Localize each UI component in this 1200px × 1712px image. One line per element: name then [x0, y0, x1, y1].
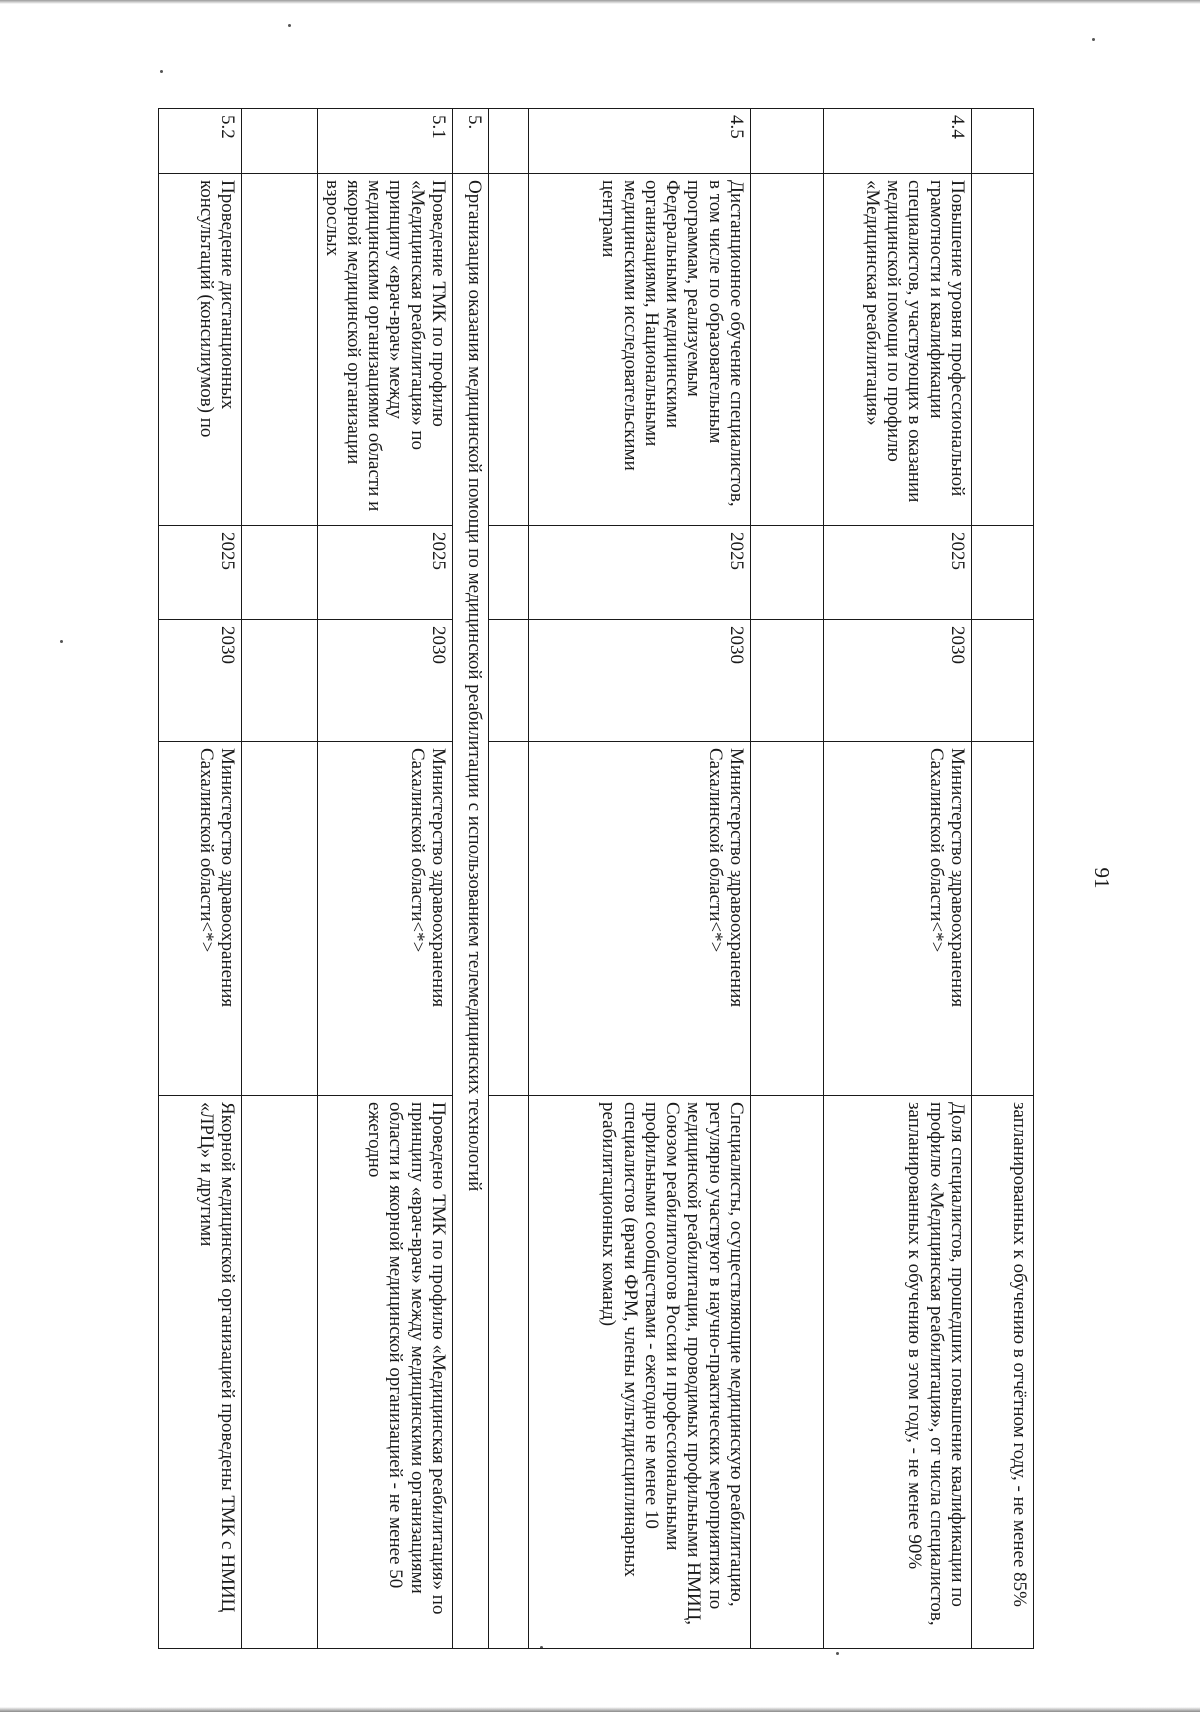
scan-speck [160, 70, 163, 73]
table-row [489, 109, 529, 1649]
cell-result [242, 1096, 318, 1649]
scan-edge-top [0, 0, 1200, 4]
cell-end [972, 620, 1034, 742]
cell-responsible: Министерство здравоохранения Сахалинской области<*> [318, 742, 453, 1096]
cell-start: 2025 [318, 526, 453, 620]
cell-result: Специалисты, осуществляющие медицинскую реабилитацию, регулярно участвуют в научно-практических мероприятиях по медицинской реабилитации, проводимых профильными НМИЦ, Союзом реабилитологов России и профессиональными профильными сообществами - ежегодно не менее 10 специалистов (врачи ФРМ, члены мультидисциплинарных реабилитационных команд) [529, 1096, 751, 1649]
cell-num: 5.2 [159, 109, 242, 174]
cell-num: 4.4 [824, 109, 972, 174]
cell-measure: Проведение дистанционных консультаций (консилиумов) по [159, 174, 242, 526]
cell-responsible [751, 742, 824, 1096]
scan-speck [1092, 38, 1095, 41]
cell-start [972, 526, 1034, 620]
table-row [242, 109, 318, 1649]
table-row [529, 109, 751, 1649]
cell-measure [751, 174, 824, 526]
cell-responsible [242, 742, 318, 1096]
cell-measure: Повышение уровня профессиональной грамотности и квалификации специалистов, участвующих в оказании медицинской помощи по профилю «Медицинская реабилитация» [824, 174, 972, 526]
cell-responsible [972, 742, 1034, 1096]
table-row [318, 109, 453, 1649]
cell-result: запланированных к обучению в отчётном году, - не менее 85% [972, 1096, 1034, 1649]
scan-speck [288, 24, 291, 27]
cell-end: 2030 [159, 620, 242, 742]
rotated-page [166, 108, 1114, 1648]
cell-result: Якорной медицинской организацией проведены ТМК с НМИЦ «ЛРЦ» и другими [159, 1096, 242, 1649]
cell-responsible: Министерство здравоохранения Сахалинской области<*> [824, 742, 972, 1096]
cell-num [751, 109, 824, 174]
table-row [751, 109, 824, 1649]
cell-start: 2025 [529, 526, 751, 620]
table-row [159, 109, 242, 1649]
cell-start [242, 526, 318, 620]
cell-responsible: Министерство здравоохранения Сахалинской области<*> [529, 742, 751, 1096]
cell-end [751, 620, 824, 742]
cell-num [972, 109, 1034, 174]
table-row [824, 109, 972, 1649]
scan-speck [836, 1652, 839, 1655]
table-row [972, 109, 1034, 1649]
cell-measure: Дистанционное обучение специалистов, в том числе по образовательным программам, реализуемым Федеральными медицинскими организациями, Национальными медицинскими исследовательскими центрами [529, 174, 751, 526]
cell-end [489, 620, 529, 742]
cell-measure: Проведение ТМК по профилю «Медицинская реабилитация» по принципу «врач-врач» между медицинскими организациями области и якорной медицинской организации взрослых [318, 174, 453, 526]
section-row [453, 109, 489, 1649]
cell-end [242, 620, 318, 742]
cell-result [489, 1096, 529, 1649]
section-title: Организация оказания медицинской помощи по медицинской реабилитации с использованием телемедицинских технологий [453, 174, 489, 1649]
cell-measure [489, 174, 529, 526]
section-number: 5. [453, 109, 489, 174]
cell-end: 2030 [824, 620, 972, 742]
cell-end: 2030 [529, 620, 751, 742]
cell-responsible [489, 742, 529, 1096]
cell-start: 2025 [159, 526, 242, 620]
cell-start [489, 526, 529, 620]
cell-num: 5.1 [318, 109, 453, 174]
cell-end: 2030 [318, 620, 453, 742]
cell-result: Проведено ТМК по профилю «Медицинская реабилитация» по принципу «врач-врач» между медицинскими организациями области и якорной медицинской организацией - не менее 50 ежегодно [318, 1096, 453, 1649]
cell-result: Доля специалистов, прошедших повышение квалификации по профилю «Медицинская реабилитация», от числа специалистов, запланированных к обучению в этом году, - не менее 90% [824, 1096, 972, 1649]
cell-start [751, 526, 824, 620]
cell-num [489, 109, 529, 174]
page-number: 91 [1090, 867, 1114, 889]
cell-num [242, 109, 318, 174]
plan-table [158, 108, 1034, 1649]
cell-responsible: Министерство здравоохранения Сахалинской области<*> [159, 742, 242, 1096]
scan-edge-bottom [0, 1707, 1200, 1712]
cell-start: 2025 [824, 526, 972, 620]
cell-num: 4.5 [529, 109, 751, 174]
cell-result [751, 1096, 824, 1649]
scan-speck [60, 640, 63, 643]
cell-measure [972, 174, 1034, 526]
cell-measure [242, 174, 318, 526]
